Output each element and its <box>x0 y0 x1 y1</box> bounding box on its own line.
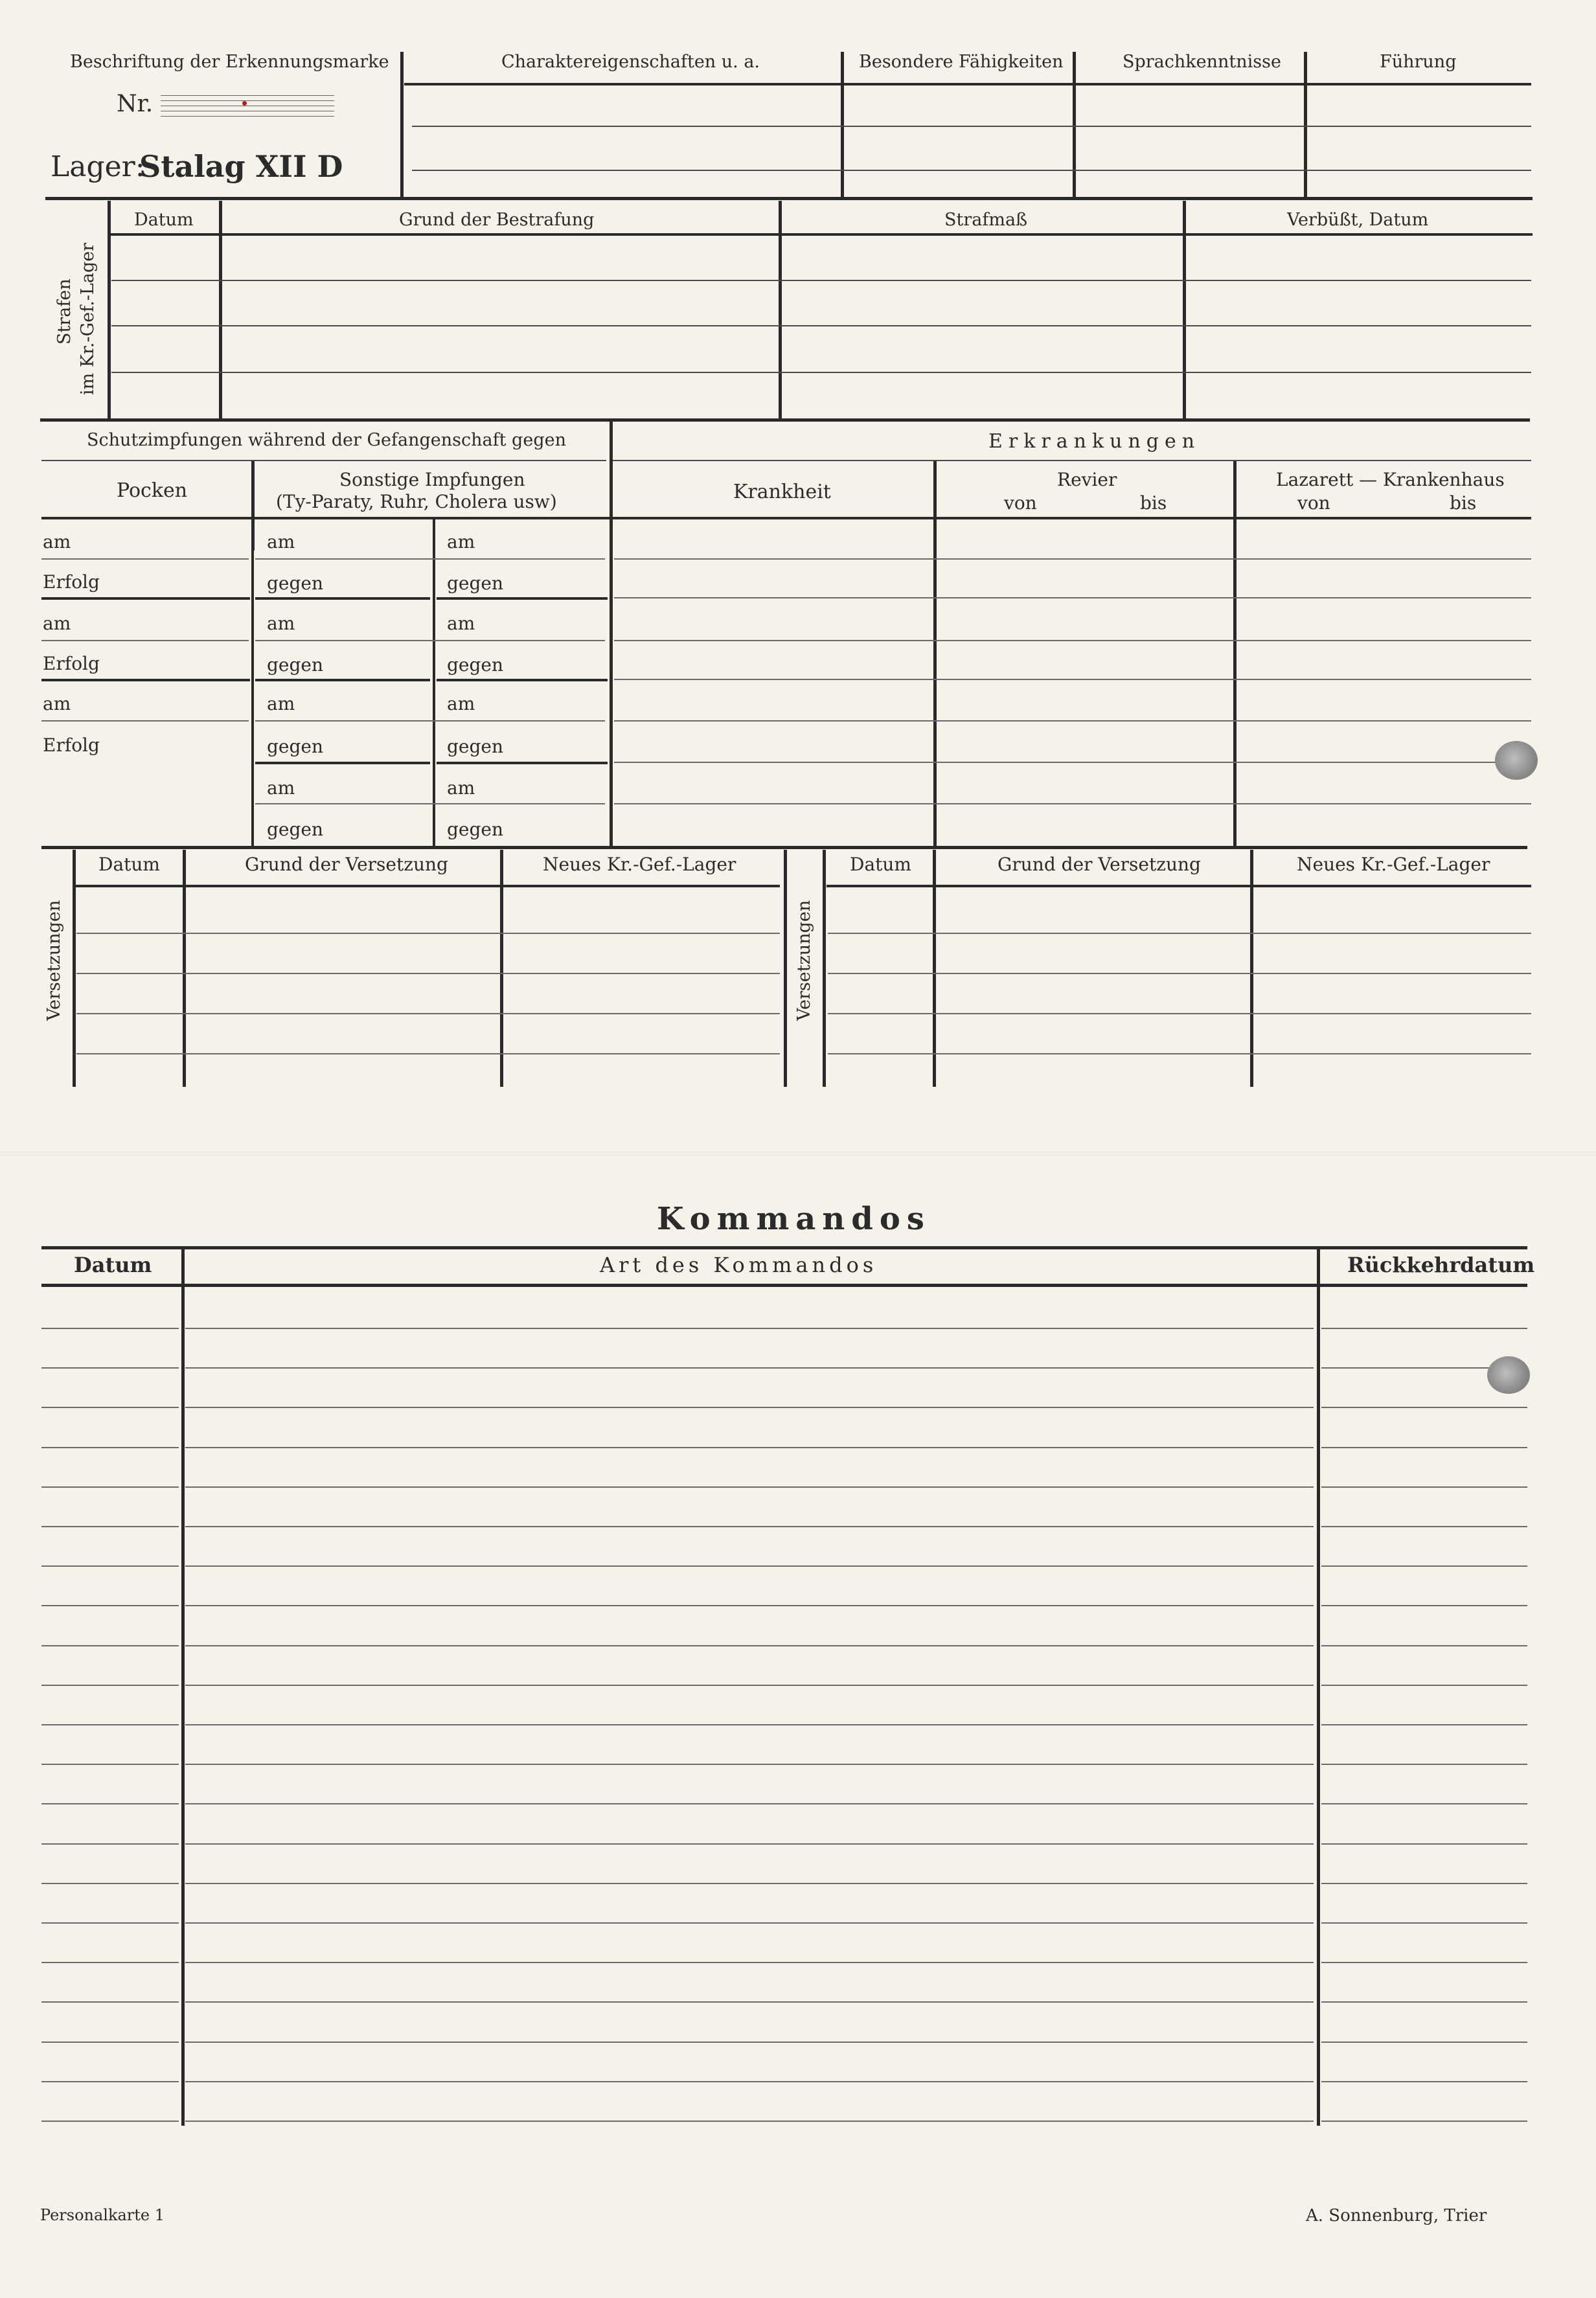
other-am-1b: am <box>447 531 475 552</box>
kommandos-section <box>0 1192 1596 2228</box>
other-am-3b: am <box>447 693 475 714</box>
kommandos-rule <box>1321 2042 1527 2043</box>
kommandos-rule <box>1321 1645 1527 1646</box>
header-col-line <box>404 83 1531 85</box>
kommandos-rule <box>41 1645 179 1646</box>
kommandos-rule <box>1321 1764 1527 1765</box>
other-am-2b: am <box>447 613 475 634</box>
kommandos-rule <box>185 1803 1314 1804</box>
kommandos-rule <box>185 1962 1314 1963</box>
kommandos-rule <box>1321 1486 1527 1488</box>
kommandos-rule <box>1321 1605 1527 1606</box>
camp-label: Lager: <box>51 150 145 183</box>
tr-right-col-reason: Grund der Versetzung <box>998 854 1201 875</box>
pox-erfolg-2: Erfolg <box>43 653 100 674</box>
kommandos-rule <box>1321 1803 1527 1804</box>
pox-am-1: am <box>43 531 71 552</box>
other-gegen-1b: gegen <box>447 573 504 594</box>
other-vacc-label-1: Sonstige Impfungen <box>339 469 525 490</box>
other-am-4b: am <box>447 777 475 799</box>
pox-am-3: am <box>43 693 71 714</box>
kommandos-rule <box>1321 1447 1527 1448</box>
kommandos-rule <box>185 1685 1314 1686</box>
lazarett-label: Lazarett — Krankenhaus <box>1276 469 1505 490</box>
lazarett-bis: bis <box>1450 492 1477 514</box>
tr-right-col-date: Datum <box>850 854 911 875</box>
kommandos-rule <box>41 1843 179 1845</box>
other-gegen-1a: gegen <box>267 573 324 594</box>
kommandos-rule <box>1321 2001 1527 2003</box>
kdo-col-date: Datum <box>74 1253 152 1277</box>
kommandos-rule <box>1321 2081 1527 2082</box>
kommandos-rule <box>185 1724 1314 1725</box>
pox-erfolg-1: Erfolg <box>43 571 100 593</box>
kommandos-rule <box>1321 1685 1527 1686</box>
kommandos-rule <box>185 1922 1314 1924</box>
kommandos-rule <box>185 1526 1314 1527</box>
pun-col-measure: Strafmaß <box>944 210 1028 230</box>
illness-label: Krankheit <box>733 481 831 503</box>
kommandos-rule <box>41 1407 179 1408</box>
kommandos-lines <box>0 1192 1596 2228</box>
other-gegen-3a: gegen <box>267 736 324 757</box>
kommandos-title: Kommandos <box>657 1201 931 1237</box>
kommandos-rule <box>1321 1526 1527 1527</box>
kommandos-rule <box>185 2001 1314 2003</box>
kommandos-rule <box>41 2001 179 2003</box>
kommandos-rule <box>41 1962 179 1963</box>
kommandos-rule <box>185 1486 1314 1488</box>
tr-left-col-reason: Grund der Versetzung <box>245 854 448 875</box>
other-am-1a: am <box>267 531 295 552</box>
printer-label: A. Sonnenburg, Trier <box>1306 2206 1487 2225</box>
pun-col-served: Verbüßt, Datum <box>1287 210 1429 230</box>
vaccinations-illnesses-section <box>0 421 1596 848</box>
punishments-side-label-2: im Kr.-Gef.-Lager <box>78 242 98 395</box>
kommandos-rule <box>41 2042 179 2043</box>
other-gegen-4b: gegen <box>447 819 504 840</box>
kommandos-rule <box>41 1605 179 1606</box>
kommandos-rule <box>185 1843 1314 1845</box>
kommandos-rule <box>41 1883 179 1884</box>
transfers-side-label-left: Versetzungen <box>44 900 64 1021</box>
kommandos-rule <box>41 1724 179 1725</box>
kommandos-rule <box>185 2042 1314 2043</box>
other-am-4a: am <box>267 777 295 799</box>
kommandos-rule <box>41 1328 179 1329</box>
punch-hole-1 <box>1495 741 1538 780</box>
kommandos-rule <box>185 1645 1314 1646</box>
kommandos-rule <box>1321 1843 1527 1845</box>
pun-col-reason: Grund der Bestrafung <box>399 210 595 230</box>
kommandos-rule <box>1321 1565 1527 1567</box>
kommandos-rule <box>41 1526 179 1527</box>
kommandos-rule <box>185 1764 1314 1765</box>
kommandos-rule <box>185 1565 1314 1567</box>
tr-right-col-camp: Neues Kr.-Gef.-Lager <box>1297 854 1490 875</box>
kommandos-rule <box>41 1486 179 1488</box>
col-abilities: Besondere Fähigkeiten <box>859 52 1064 72</box>
other-gegen-3b: gegen <box>447 736 504 757</box>
pun-col-date: Datum <box>134 210 194 230</box>
kommandos-rule <box>1321 1922 1527 1924</box>
other-am-2a: am <box>267 613 295 634</box>
kommandos-rule <box>41 2081 179 2082</box>
kommandos-rule <box>185 1447 1314 1448</box>
kommandos-rule <box>185 2121 1314 2122</box>
kommandos-rule <box>1321 1407 1527 1408</box>
kommandos-rule <box>1321 1883 1527 1884</box>
header-divider <box>400 52 404 198</box>
kommandos-rule <box>41 1685 179 1686</box>
tr-left-col-camp: Neues Kr.-Gef.-Lager <box>543 854 736 875</box>
punch-hole-2 <box>1487 1356 1530 1394</box>
revier-von: von <box>1004 492 1037 514</box>
other-vacc-label-2: (Ty-Paraty, Ruhr, Cholera usw) <box>276 491 557 512</box>
kommandos-rule <box>41 1367 179 1369</box>
kommandos-rule <box>41 1764 179 1765</box>
pox-label: Pocken <box>117 479 188 502</box>
ink-dot <box>242 101 247 106</box>
pox-erfolg-3: Erfolg <box>43 734 100 756</box>
illness-title: Erkrankungen <box>988 430 1201 453</box>
revier-bis: bis <box>1140 492 1167 514</box>
transfers-section <box>0 847 1596 1087</box>
camp-value: Stalag XII D <box>139 149 343 184</box>
kommandos-rule <box>1321 1962 1527 1963</box>
vacc-title: Schutzimpfungen während der Gefangenschaft gegen <box>87 430 566 450</box>
kommandos-rule <box>185 1883 1314 1884</box>
paper-fold <box>0 1152 1596 1155</box>
kommandos-rule <box>41 1447 179 1448</box>
kommandos-rule <box>41 1565 179 1567</box>
kommandos-rule <box>41 2121 179 2122</box>
kommandos-rule <box>1321 1724 1527 1725</box>
col-conduct: Führung <box>1380 52 1457 72</box>
col-character: Charaktereigenschaften u. a. <box>501 52 760 72</box>
transfers-side-label-right: Versetzungen <box>794 900 814 1021</box>
kommandos-rule <box>185 1407 1314 1408</box>
kdo-col-type: Art des Kommandos <box>600 1253 878 1277</box>
lazarett-von: von <box>1297 492 1330 514</box>
other-gegen-4a: gegen <box>267 819 324 840</box>
revier-label: Revier <box>1057 469 1117 490</box>
header-section <box>0 0 1596 201</box>
kommandos-rule <box>185 2081 1314 2082</box>
kommandos-rule <box>41 1803 179 1804</box>
kommandos-rule <box>1321 2121 1527 2122</box>
pox-am-2: am <box>43 613 71 634</box>
col-languages: Sprachkenntnisse <box>1123 52 1281 72</box>
kommandos-rule <box>185 1605 1314 1606</box>
card-label: Personalkarte 1 <box>40 2206 165 2224</box>
kommandos-rule <box>1321 1328 1527 1329</box>
kommandos-rule <box>41 1922 179 1924</box>
punishments-section <box>0 201 1596 421</box>
header-bottom-rule <box>45 197 1533 200</box>
kdo-col-return: Rückkehrdatum <box>1347 1253 1535 1277</box>
tr-left-col-date: Datum <box>98 854 160 875</box>
kommandos-rule <box>185 1328 1314 1329</box>
other-am-3a: am <box>267 693 295 714</box>
other-gegen-2a: gegen <box>267 654 324 676</box>
other-gegen-2b: gegen <box>447 654 504 676</box>
nr-label: Nr. <box>117 91 154 117</box>
tag-label: Beschriftung der Erkennungsmarke <box>70 52 389 72</box>
nr-field[interactable] <box>161 94 334 120</box>
kommandos-rule <box>185 1367 1314 1369</box>
punishments-side-label-1: Strafen <box>54 279 74 345</box>
